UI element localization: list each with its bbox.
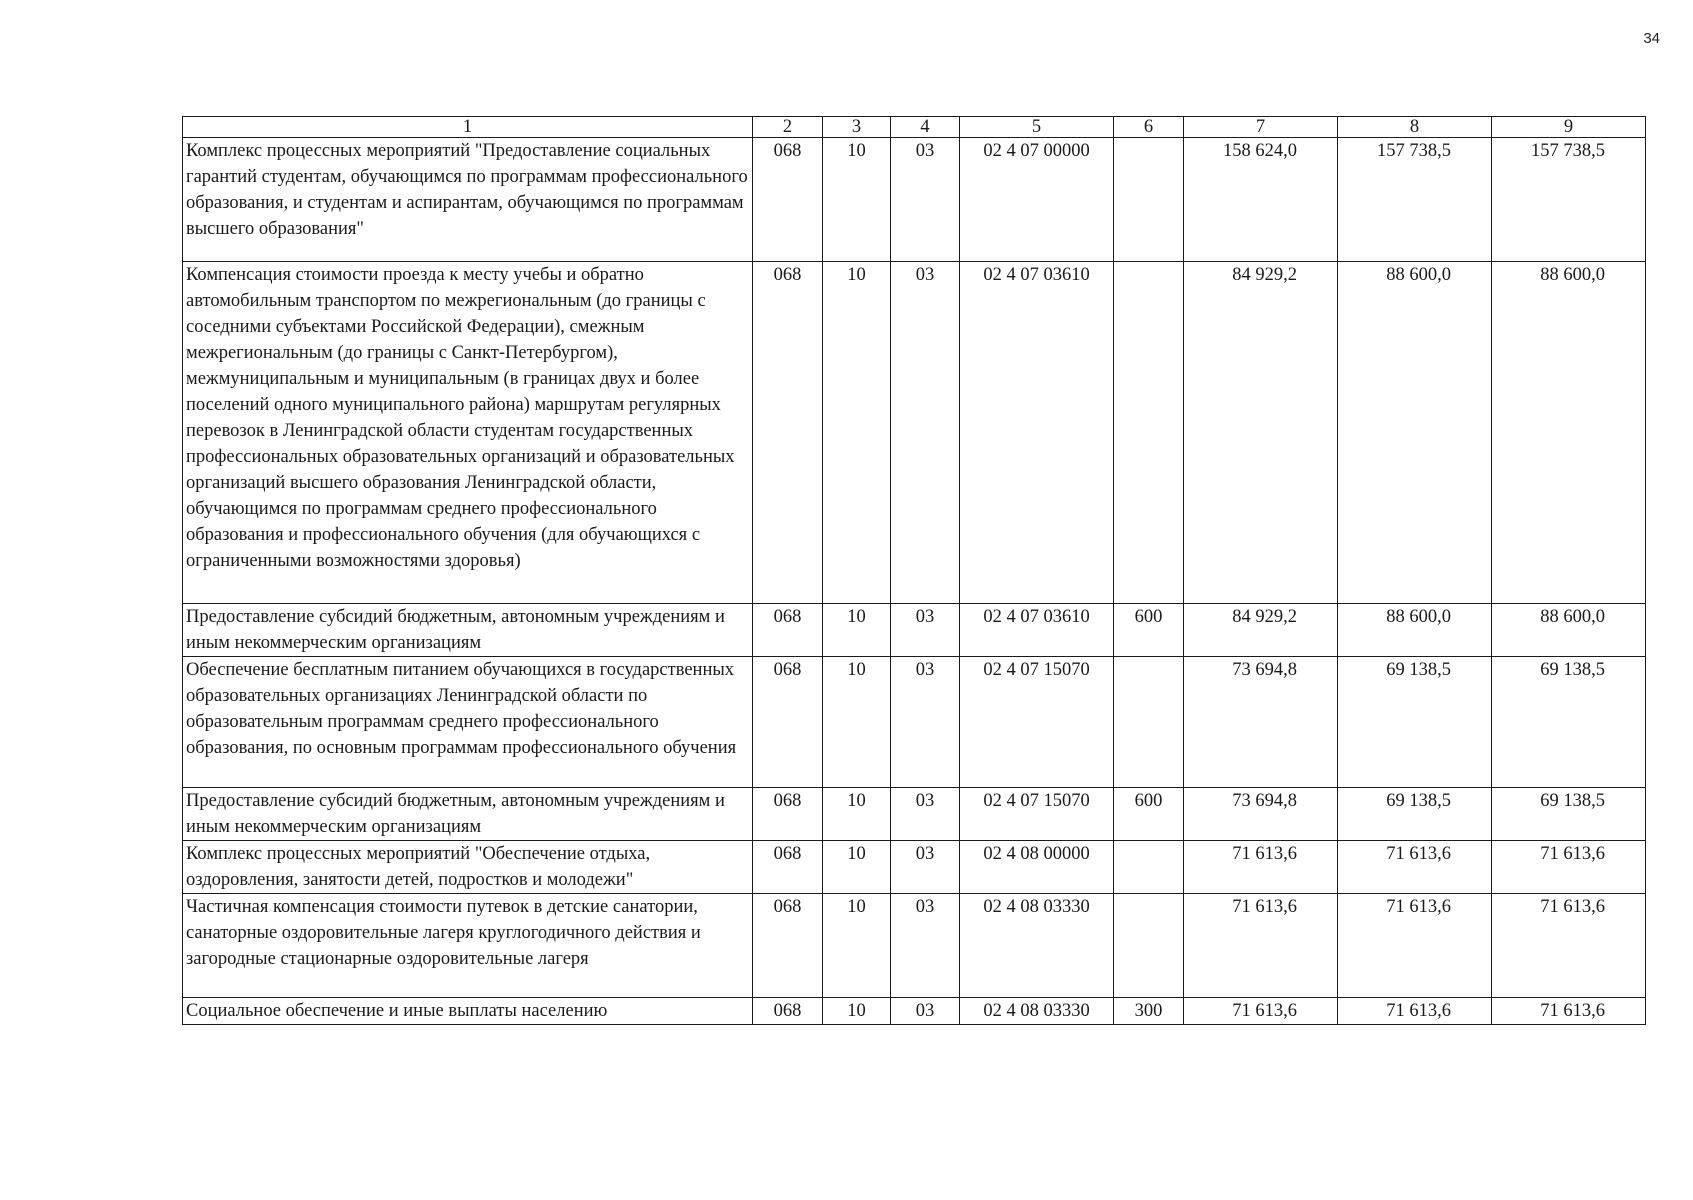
grbs-code: 068 (753, 262, 823, 604)
amount-col7: 73 694,8 (1184, 788, 1338, 841)
item-name: Предоставление субсидий бюджетным, автономным учреждениям и иным некоммерческим организациям (183, 788, 753, 841)
column-number: 8 (1338, 117, 1492, 138)
amount-col8: 88 600,0 (1338, 262, 1492, 604)
expense-type-code: 600 (1114, 788, 1184, 841)
target-article-code: 02 4 08 03330 (960, 998, 1114, 1025)
section-code: 10 (823, 788, 891, 841)
subsection-code: 03 (891, 138, 960, 262)
subsection-code: 03 (891, 657, 960, 788)
target-article-code: 02 4 07 15070 (960, 788, 1114, 841)
table-row (183, 894, 1646, 998)
amount-col7: 73 694,8 (1184, 657, 1338, 788)
item-name: Компенсация стоимости проезда к месту учебы и обратно автомобильным транспортом по межрегиональным (до границы с соседними субъектами Российской Федерации), смежным межрегиональным (до границы с Санкт-Петербургом), межмуниципальным и муниципальным (в границах двух и более поселений одного муниципального района) маршрутам регулярных перевозок в Ленинградской области студентам государственных профессиональных образовательных организаций и образовательных организаций высшего образования Ленинградской области, обучающимся по программам среднего профессионального образования и профессионального обучения (для обучающихся с ограниченными возможностями здоровья) (183, 262, 753, 604)
expense-type-code (1114, 841, 1184, 894)
column-number: 1 (183, 117, 753, 138)
grbs-code: 068 (753, 894, 823, 998)
target-article-code: 02 4 07 00000 (960, 138, 1114, 262)
page-number: 34 (1643, 30, 1660, 47)
target-article-code: 02 4 07 03610 (960, 604, 1114, 657)
target-article-code: 02 4 08 03330 (960, 894, 1114, 998)
item-name: Комплекс процессных мероприятий "Обеспечение отдыха, оздоровления, занятости детей, подростков и молодежи" (183, 841, 753, 894)
column-number: 3 (823, 117, 891, 138)
column-number: 7 (1184, 117, 1338, 138)
section-code: 10 (823, 138, 891, 262)
expense-type-code: 600 (1114, 604, 1184, 657)
section-code: 10 (823, 604, 891, 657)
amount-col9: 157 738,5 (1492, 138, 1646, 262)
grbs-code: 068 (753, 788, 823, 841)
amount-col9: 71 613,6 (1492, 998, 1646, 1025)
amount-col7: 84 929,2 (1184, 604, 1338, 657)
amount-col9: 69 138,5 (1492, 657, 1646, 788)
amount-col7: 71 613,6 (1184, 998, 1338, 1025)
amount-col7: 71 613,6 (1184, 841, 1338, 894)
subsection-code: 03 (891, 998, 960, 1025)
table-row (183, 788, 1646, 841)
amount-col8: 71 613,6 (1338, 894, 1492, 998)
grbs-code: 068 (753, 998, 823, 1025)
grbs-code: 068 (753, 657, 823, 788)
subsection-code: 03 (891, 604, 960, 657)
column-number: 9 (1492, 117, 1646, 138)
section-code: 10 (823, 998, 891, 1025)
expense-type-code (1114, 657, 1184, 788)
amount-col8: 69 138,5 (1338, 788, 1492, 841)
amount-col8: 69 138,5 (1338, 657, 1492, 788)
table-row (183, 604, 1646, 657)
target-article-code: 02 4 07 15070 (960, 657, 1114, 788)
section-code: 10 (823, 894, 891, 998)
amount-col9: 69 138,5 (1492, 788, 1646, 841)
item-name: Частичная компенсация стоимости путевок в детские санатории, санаторные оздоровительные лагеря круглогодичного действия и загородные стационарные оздоровительные лагеря (183, 894, 753, 998)
table-row (183, 262, 1646, 604)
amount-col7: 158 624,0 (1184, 138, 1338, 262)
item-name: Предоставление субсидий бюджетным, автономным учреждениям и иным некоммерческим организациям (183, 604, 753, 657)
subsection-code: 03 (891, 788, 960, 841)
target-article-code: 02 4 08 00000 (960, 841, 1114, 894)
subsection-code: 03 (891, 841, 960, 894)
section-code: 10 (823, 262, 891, 604)
amount-col7: 84 929,2 (1184, 262, 1338, 604)
grbs-code: 068 (753, 841, 823, 894)
item-name: Обеспечение бесплатным питанием обучающихся в государственных образовательных организациях Ленинградской области по образовательным программам среднего профессионального образования, по основным программам профессионального обучения (183, 657, 753, 788)
section-code: 10 (823, 841, 891, 894)
item-name: Комплекс процессных мероприятий "Предоставление социальных гарантий студентам, обучающимся по программам профессионального образования, и студентам и аспирантам, обучающимся по программам высшего образования" (183, 138, 753, 262)
table-row (183, 657, 1646, 788)
amount-col9: 88 600,0 (1492, 604, 1646, 657)
subsection-code: 03 (891, 262, 960, 604)
item-name: Социальное обеспечение и иные выплаты населению (183, 998, 753, 1025)
amount-col9: 88 600,0 (1492, 262, 1646, 604)
amount-col8: 71 613,6 (1338, 998, 1492, 1025)
section-code: 10 (823, 657, 891, 788)
expense-type-code (1114, 894, 1184, 998)
amount-col8: 71 613,6 (1338, 841, 1492, 894)
table-row (183, 841, 1646, 894)
column-number: 5 (960, 117, 1114, 138)
column-number-row (183, 117, 1646, 138)
table-row (183, 138, 1646, 262)
amount-col8: 88 600,0 (1338, 604, 1492, 657)
column-number: 6 (1114, 117, 1184, 138)
expense-type-code (1114, 138, 1184, 262)
amount-col7: 71 613,6 (1184, 894, 1338, 998)
grbs-code: 068 (753, 604, 823, 657)
amount-col9: 71 613,6 (1492, 894, 1646, 998)
subsection-code: 03 (891, 894, 960, 998)
expense-type-code: 300 (1114, 998, 1184, 1025)
budget-table (182, 116, 1646, 1025)
column-number: 2 (753, 117, 823, 138)
expense-type-code (1114, 262, 1184, 604)
amount-col9: 71 613,6 (1492, 841, 1646, 894)
target-article-code: 02 4 07 03610 (960, 262, 1114, 604)
column-number: 4 (891, 117, 960, 138)
amount-col8: 157 738,5 (1338, 138, 1492, 262)
grbs-code: 068 (753, 138, 823, 262)
table-row (183, 998, 1646, 1025)
